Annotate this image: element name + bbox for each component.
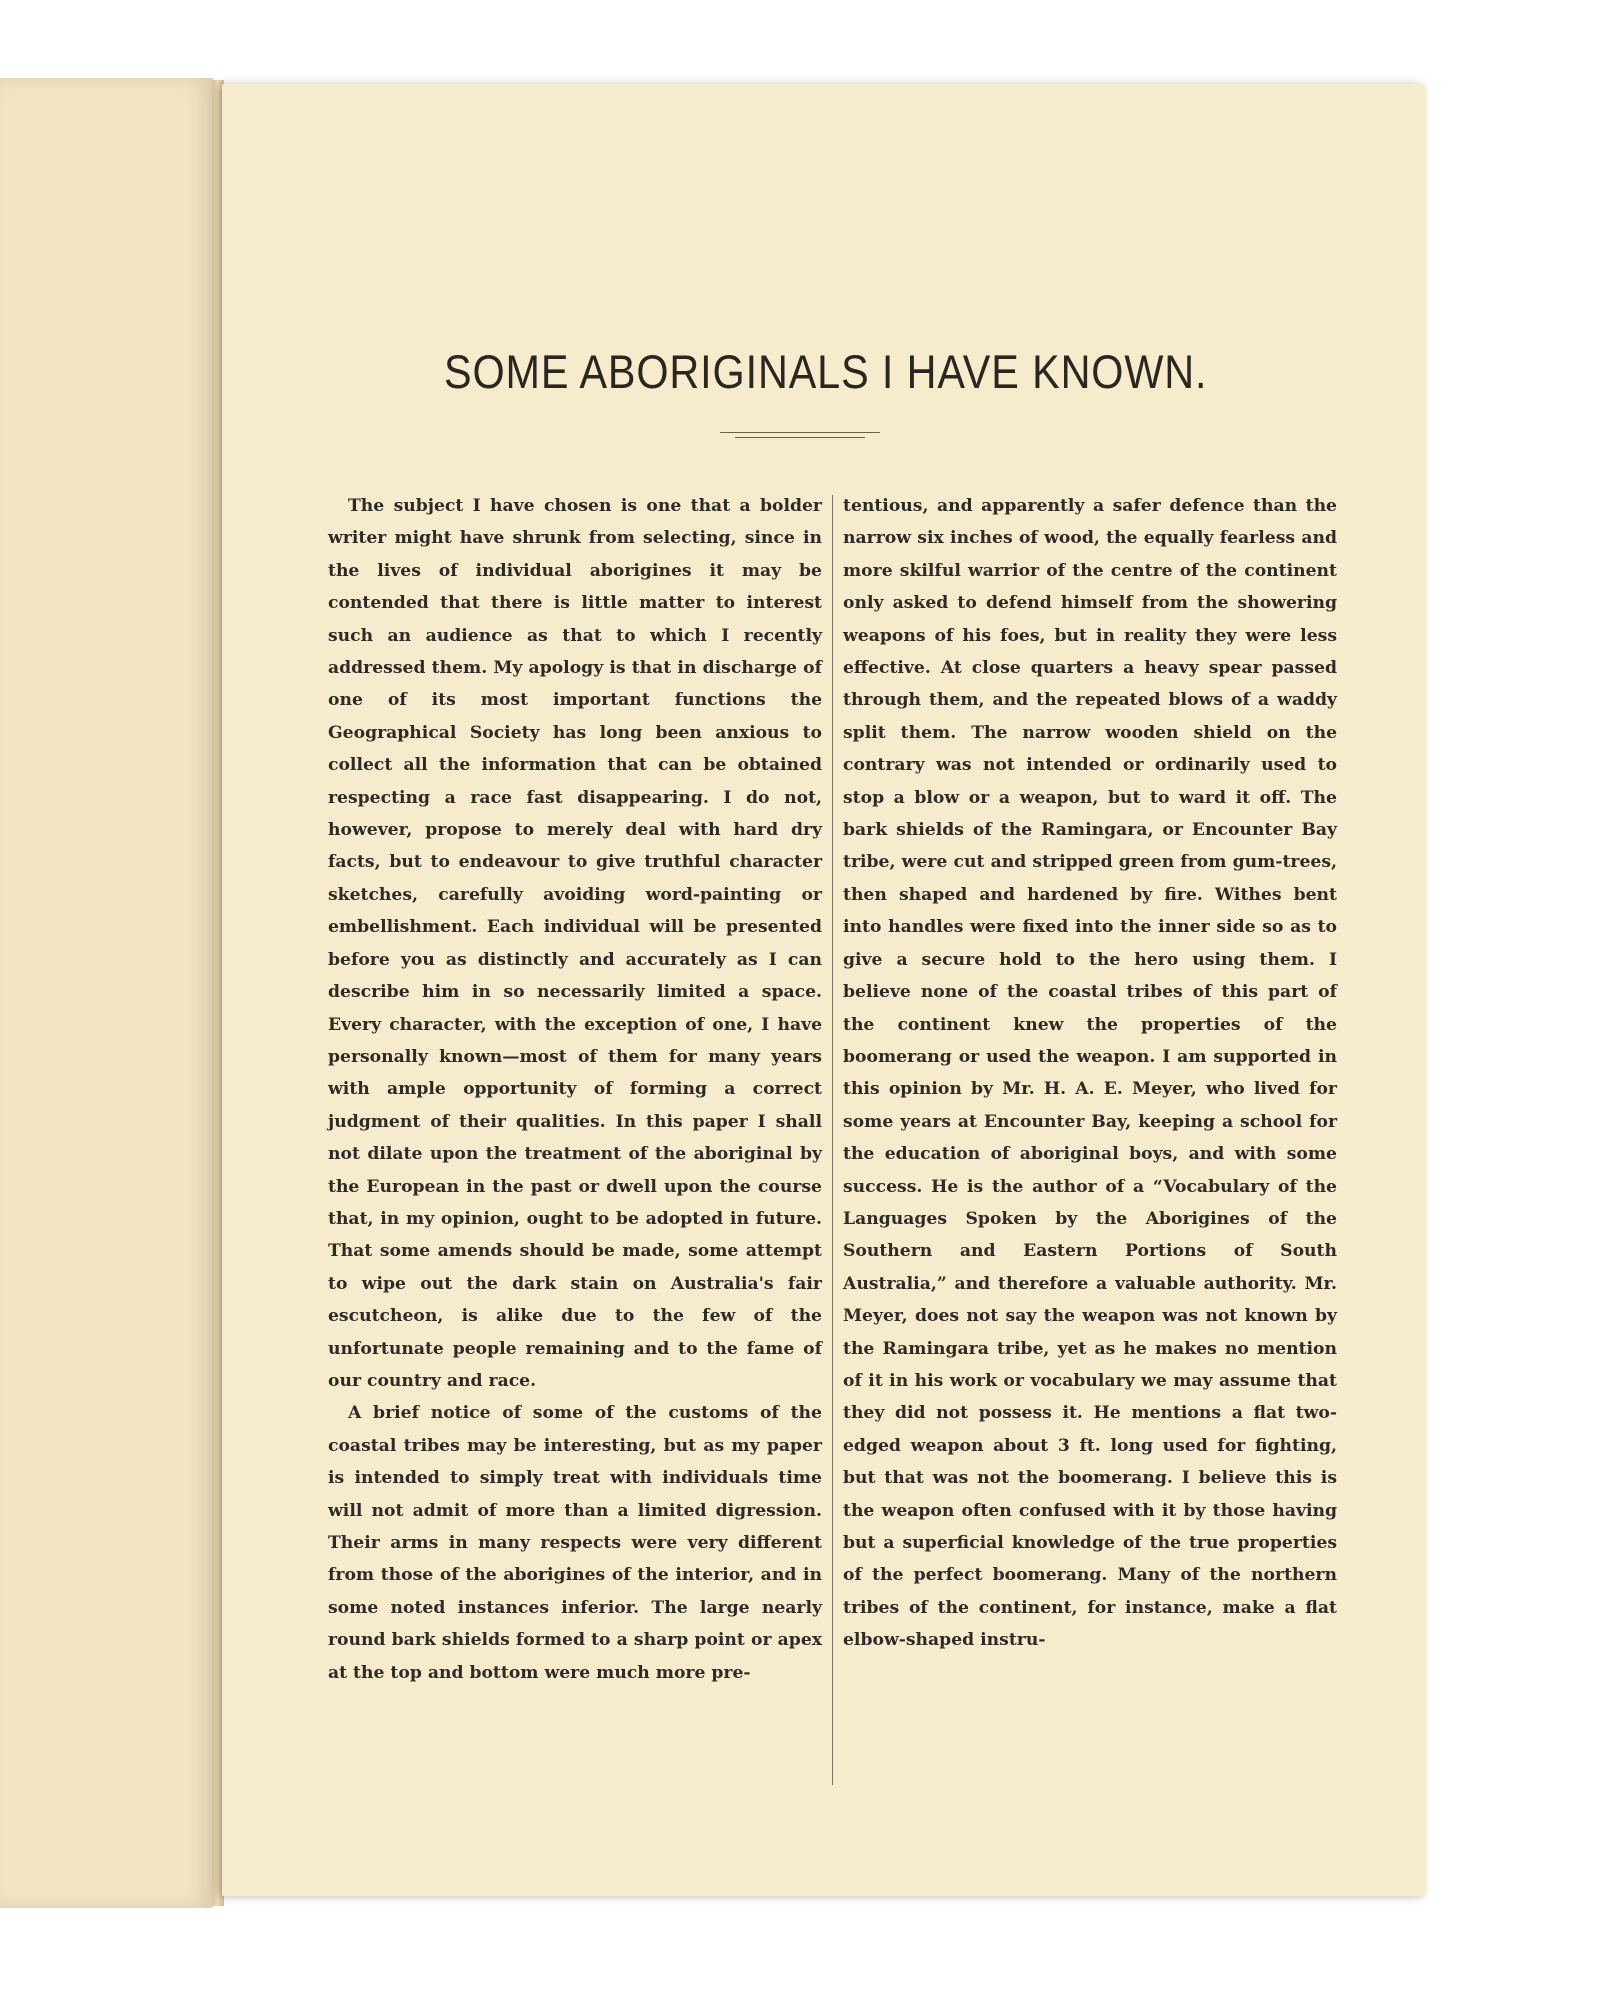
right-column: [843, 490, 1337, 1657]
page-title: SOME ABORIGINALS I HAVE KNOWN.: [444, 345, 1208, 398]
title-rule-secondary: [735, 437, 865, 438]
column-divider: [832, 495, 833, 1785]
title-rule: [720, 432, 880, 433]
paragraph: The subject I have chosen is one that a bolder writer might have shrunk from selecting, since in the lives of individual aborigines it may be contended that there is little matter to interest such an audience as that to which I recently addressed them. My apology is that in discharge of one of its most important functions the Geographical Society has long been anxious to collect all the information that can be obtained respecting a race fast disappearing. I do not, however, propose to merely deal with hard dry facts, but to endeavour to give truthful character sketches, carefully avoiding word-painting or embellishment. Each individual will be presented before you as distinctly and accurately as I can describe him in so necessarily limited a space. Every character, with the exception of one, I have personally known—most of them for many years with ample opportunity of forming a correct judgment of their qualities. In this paper I shall not dilate upon the treatment of the aboriginal by the European in the past or dwell upon the course that, in my opinion, ought to be adopted in future. That some amends should be made, some attempt to wipe out the dark stain on Australia's fair escutcheon, is alike due to the few of the unfortunate people remaining and to the fame of our country and race.: [328, 496, 822, 1391]
facing-page: [0, 78, 213, 1908]
paragraph: A brief notice of some of the customs of the coastal tribes may be interesting, but as my paper is intended to simply treat with individuals time will not admit of more than a limited digression. Their arms in many respects were very different from those of the aborigines of the interior, and in some noted instances inferior. The large nearly round bark shields formed to a sharp point or apex at the top and bottom were much more pre-: [328, 1403, 822, 1683]
left-column: [328, 490, 822, 1689]
paragraph: tentious, and apparently a safer defence than the narrow six inches of wood, the equally fearless and more skilful warrior of the centre of the continent only asked to defend himself from the showering weapons of his foes, but in reality they were less effective. At close quarters a heavy spear passed through them, and the repeated blows of a waddy split them. The narrow wooden shield on the contrary was not intended or ordinarily used to stop a blow or a weapon, but to ward it off. The bark shields of the Ramingara, or Encounter Bay tribe, were cut and stripped green from gum-trees, then shaped and hardened by fire. Withes bent into handles were fixed into the inner side so as to give a secure hold to the hero using them. I believe none of the coastal tribes of this part of the continent knew the properties of the boomerang or used the weapon. I am supported in this opinion by Mr. H. A. E. Meyer, who lived for some years at Encounter Bay, keeping a school for the education of aboriginal boys, and with some success. He is the author of a “Vocabulary of the Languages Spoken by the Aborigines of the Southern and Eastern Portions of South Australia,” and therefore a valuable authority. Mr. Meyer, does not say the weapon was not known by the Ramingara tribe, yet as he makes no mention of it in his work or vocabulary we may assume that they did not possess it. He mentions a flat two-edged weapon about 3 ft. long used for fighting, but that was not the boomerang. I believe this is the weapon often confused with it by those having but a superficial knowledge of the true properties of the perfect boomerang. Many of the northern tribes of the continent, for instance, make a flat elbow-shaped instru-: [843, 496, 1337, 1651]
